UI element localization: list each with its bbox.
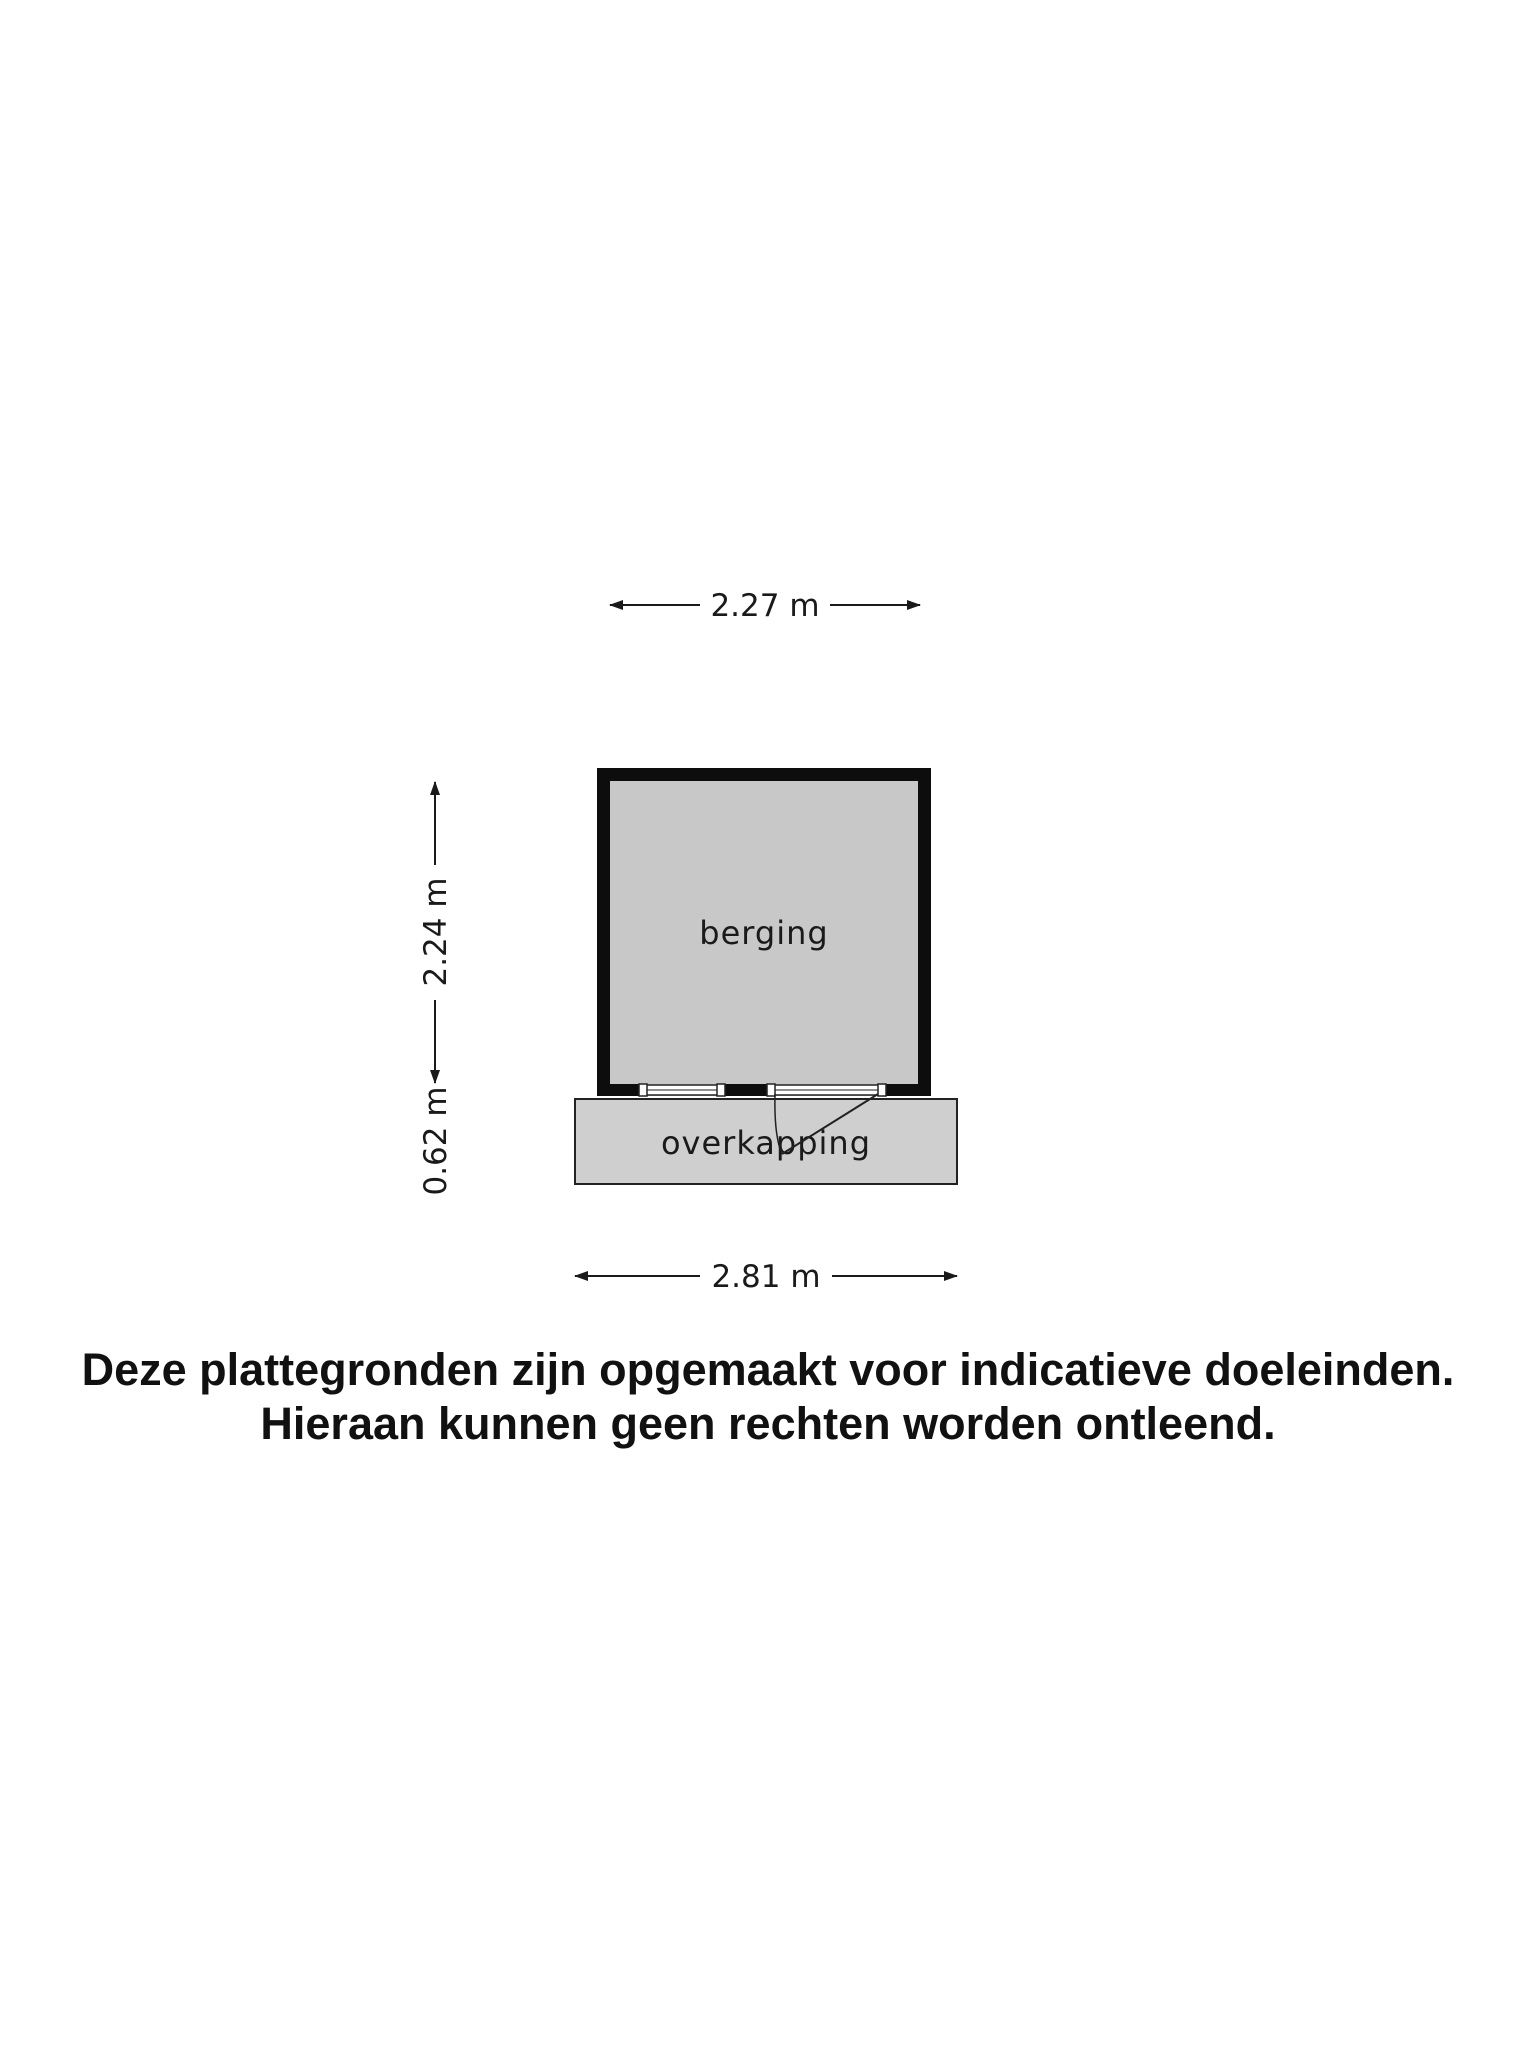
dimension-label-bottom-width: 2.81 m	[711, 1259, 821, 1295]
wall-top	[597, 768, 931, 781]
room-berging	[597, 768, 931, 1154]
wall-right	[918, 768, 931, 1096]
dimension-top-width	[610, 588, 920, 624]
room-overkapping	[575, 1099, 957, 1184]
dimension-berging-depth	[418, 782, 454, 1083]
wall-left	[597, 768, 610, 1096]
room-label-overkapping: overkapping	[660, 1124, 872, 1162]
disclaimer	[0, 1343, 1536, 1451]
window-panel	[639, 1084, 725, 1096]
wall-bottom-right	[886, 1084, 931, 1096]
wall-bottom-left	[597, 1084, 639, 1096]
dimension-label-top-width: 2.27 m	[710, 588, 820, 624]
dimension-bottom-width	[575, 1259, 957, 1295]
dimension-label-berging-depth: 2.24 m	[418, 877, 454, 987]
dimension-overkapping-depth	[418, 1086, 454, 1195]
disclaimer-line-2: Hieraan kunnen geen rechten worden ontleend.	[260, 1398, 1276, 1449]
wall-bottom-middle	[725, 1084, 767, 1096]
disclaimer-line-1: Deze plattegronden zijn opgemaakt voor indicatieve doeleinden.	[81, 1344, 1455, 1395]
dimension-label-overkapping-depth: 0.62 m	[418, 1086, 454, 1196]
room-label-berging: berging	[699, 914, 829, 952]
